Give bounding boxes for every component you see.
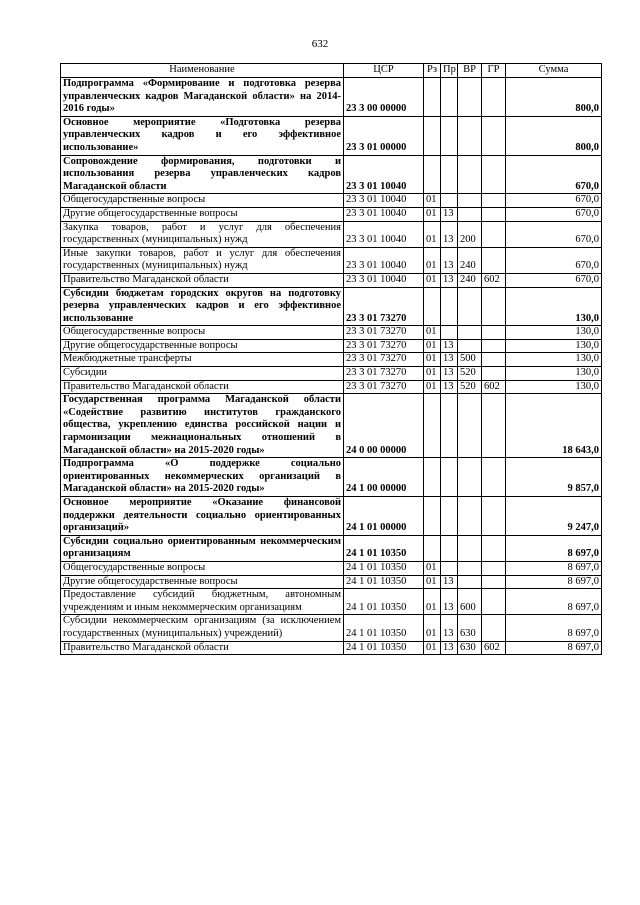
- table-row: [61, 207, 602, 221]
- row-gr: [482, 207, 506, 221]
- row-csr: 24 1 01 00000: [344, 497, 424, 536]
- row-csr: 23 3 01 00000: [344, 116, 424, 155]
- table-header-row: [61, 64, 602, 78]
- row-vr: [458, 78, 482, 117]
- row-name: Общегосударственные вопросы: [61, 561, 344, 575]
- table-row: [61, 367, 602, 381]
- row-gr: [482, 394, 506, 458]
- table-row: [61, 194, 602, 208]
- table-row: [61, 497, 602, 536]
- row-gr: [482, 561, 506, 575]
- header-csr: ЦСР: [344, 64, 424, 78]
- table-row: [61, 247, 602, 273]
- row-sum: 130,0: [506, 287, 602, 326]
- table-row: [61, 561, 602, 575]
- table-row: [61, 287, 602, 326]
- row-pr: [441, 326, 458, 340]
- header-sum: Сумма: [506, 64, 602, 78]
- row-pr: 13: [441, 247, 458, 273]
- table-row: [61, 615, 602, 641]
- row-rz: [424, 458, 441, 497]
- row-rz: 01: [424, 273, 441, 287]
- row-csr: 24 1 01 10350: [344, 641, 424, 655]
- row-gr: [482, 535, 506, 561]
- row-rz: 01: [424, 221, 441, 247]
- row-name: Основное мероприятие «Подготовка резерва управленческих кадров и его эффективное использование»: [61, 116, 344, 155]
- row-vr: [458, 339, 482, 353]
- row-csr: 24 1 01 10350: [344, 575, 424, 589]
- row-sum: 800,0: [506, 116, 602, 155]
- table-row: [61, 221, 602, 247]
- row-gr: [482, 575, 506, 589]
- table-row: [61, 353, 602, 367]
- header-pr: Пр: [441, 64, 458, 78]
- row-pr: [441, 194, 458, 208]
- row-name: Закупка товаров, работ и услуг для обеспечения государственных (муниципальных) нужд: [61, 221, 344, 247]
- row-sum: 670,0: [506, 207, 602, 221]
- row-pr: [441, 535, 458, 561]
- row-sum: 18 643,0: [506, 394, 602, 458]
- table-row: [61, 380, 602, 394]
- row-sum: 9 247,0: [506, 497, 602, 536]
- row-vr: 520: [458, 380, 482, 394]
- row-csr: 24 1 01 10350: [344, 535, 424, 561]
- row-name: Сопровождение формирования, подготовки и использования резерва управленческих кадров Магаданской области: [61, 155, 344, 194]
- row-rz: 01: [424, 589, 441, 615]
- row-gr: [482, 221, 506, 247]
- row-gr: [482, 339, 506, 353]
- row-pr: 13: [441, 615, 458, 641]
- row-csr: 23 3 01 10040: [344, 273, 424, 287]
- row-gr: [482, 287, 506, 326]
- row-name: Общегосударственные вопросы: [61, 326, 344, 340]
- row-vr: 630: [458, 615, 482, 641]
- row-rz: 01: [424, 367, 441, 381]
- table-row: [61, 273, 602, 287]
- row-name: Иные закупки товаров, работ и услуг для обеспечения государственных (муниципальных) нужд: [61, 247, 344, 273]
- row-name: Субсидии некоммерческим организациям (за исключением государственных (муниципальных) учреждений): [61, 615, 344, 641]
- row-gr: 602: [482, 641, 506, 655]
- row-gr: [482, 194, 506, 208]
- row-vr: [458, 287, 482, 326]
- row-sum: 130,0: [506, 326, 602, 340]
- row-sum: 670,0: [506, 273, 602, 287]
- row-rz: [424, 155, 441, 194]
- row-rz: 01: [424, 615, 441, 641]
- row-name: Другие общегосударственные вопросы: [61, 575, 344, 589]
- row-pr: [441, 155, 458, 194]
- row-pr: 13: [441, 589, 458, 615]
- row-vr: 500: [458, 353, 482, 367]
- budget-table: [60, 63, 602, 655]
- row-pr: 13: [441, 207, 458, 221]
- row-rz: [424, 394, 441, 458]
- row-csr: 23 3 01 73270: [344, 380, 424, 394]
- header-rz: Рз: [424, 64, 441, 78]
- row-rz: 01: [424, 326, 441, 340]
- row-rz: [424, 116, 441, 155]
- row-csr: 23 3 00 00000: [344, 78, 424, 117]
- header-gr: ГР: [482, 64, 506, 78]
- row-vr: [458, 155, 482, 194]
- row-vr: [458, 458, 482, 497]
- row-pr: [441, 394, 458, 458]
- row-name: Субсидии бюджетам городских округов на подготовку резерва управленческих кадров и его эффективное использование: [61, 287, 344, 326]
- row-vr: 200: [458, 221, 482, 247]
- row-sum: 130,0: [506, 339, 602, 353]
- table-row: [61, 641, 602, 655]
- row-gr: [482, 367, 506, 381]
- row-name: Общегосударственные вопросы: [61, 194, 344, 208]
- row-rz: [424, 535, 441, 561]
- row-csr: 23 3 01 73270: [344, 367, 424, 381]
- row-sum: 8 697,0: [506, 535, 602, 561]
- row-csr: 23 3 01 10040: [344, 221, 424, 247]
- table-row: [61, 575, 602, 589]
- row-rz: 01: [424, 641, 441, 655]
- row-name: Подпрограмма «Формирование и подготовка резерва управленческих кадров Магаданской области» на 2014-2016 годы»: [61, 78, 344, 117]
- row-vr: [458, 394, 482, 458]
- table-row: [61, 535, 602, 561]
- row-sum: 9 857,0: [506, 458, 602, 497]
- table-row: [61, 458, 602, 497]
- header-name: Наименование: [61, 64, 344, 78]
- row-gr: [482, 247, 506, 273]
- row-gr: [482, 326, 506, 340]
- row-csr: 24 1 01 10350: [344, 561, 424, 575]
- row-rz: 01: [424, 194, 441, 208]
- row-pr: 13: [441, 367, 458, 381]
- row-csr: 23 3 01 10040: [344, 194, 424, 208]
- row-vr: [458, 535, 482, 561]
- row-name: Другие общегосударственные вопросы: [61, 207, 344, 221]
- row-csr: 24 0 00 00000: [344, 394, 424, 458]
- row-vr: 520: [458, 367, 482, 381]
- row-pr: [441, 287, 458, 326]
- row-name: Субсидии: [61, 367, 344, 381]
- table-row: [61, 116, 602, 155]
- table-row: [61, 326, 602, 340]
- row-rz: [424, 497, 441, 536]
- row-vr: 240: [458, 273, 482, 287]
- row-vr: 630: [458, 641, 482, 655]
- row-name: Субсидии социально ориентированным некоммерческим организациям: [61, 535, 344, 561]
- row-rz: 01: [424, 561, 441, 575]
- row-vr: [458, 207, 482, 221]
- row-rz: 01: [424, 207, 441, 221]
- row-name: Основное мероприятие «Оказание финансовой поддержки деятельности социально ориентированных организаций»: [61, 497, 344, 536]
- row-gr: [482, 458, 506, 497]
- row-vr: 240: [458, 247, 482, 273]
- table-row: [61, 155, 602, 194]
- row-rz: 01: [424, 353, 441, 367]
- table-row: [61, 78, 602, 117]
- row-name: Подпрограмма «О поддержке социально ориентированных некоммерческих организаций в Магаданской области» на 2015-2020 годы»: [61, 458, 344, 497]
- row-pr: 13: [441, 575, 458, 589]
- row-pr: [441, 458, 458, 497]
- row-pr: 13: [441, 353, 458, 367]
- row-sum: 130,0: [506, 353, 602, 367]
- row-pr: 13: [441, 273, 458, 287]
- row-pr: 13: [441, 221, 458, 247]
- row-vr: [458, 561, 482, 575]
- table-body: [61, 78, 602, 655]
- row-pr: [441, 78, 458, 117]
- row-rz: 01: [424, 247, 441, 273]
- row-gr: [482, 155, 506, 194]
- row-vr: [458, 326, 482, 340]
- row-vr: 600: [458, 589, 482, 615]
- row-gr: [482, 353, 506, 367]
- row-sum: 8 697,0: [506, 575, 602, 589]
- row-rz: [424, 78, 441, 117]
- row-sum: 670,0: [506, 155, 602, 194]
- row-name: Межбюджетные трансферты: [61, 353, 344, 367]
- row-sum: 670,0: [506, 221, 602, 247]
- row-gr: [482, 615, 506, 641]
- row-sum: 130,0: [506, 367, 602, 381]
- row-sum: 8 697,0: [506, 561, 602, 575]
- table-row: [61, 589, 602, 615]
- row-sum: 670,0: [506, 247, 602, 273]
- row-rz: 01: [424, 380, 441, 394]
- table-row: [61, 394, 602, 458]
- row-name: Предоставление субсидий бюджетным, автономным учреждениям и иным некоммерческим организациям: [61, 589, 344, 615]
- row-name: Правительство Магаданской области: [61, 380, 344, 394]
- row-name: Другие общегосударственные вопросы: [61, 339, 344, 353]
- page-number: 632: [311, 38, 329, 50]
- row-pr: [441, 116, 458, 155]
- row-sum: 670,0: [506, 194, 602, 208]
- row-rz: 01: [424, 575, 441, 589]
- row-vr: [458, 575, 482, 589]
- row-name: Правительство Магаданской области: [61, 641, 344, 655]
- row-gr: 602: [482, 273, 506, 287]
- row-csr: 23 3 01 10040: [344, 155, 424, 194]
- row-csr: 24 1 01 10350: [344, 615, 424, 641]
- row-gr: 602: [482, 380, 506, 394]
- row-csr: 23 3 01 10040: [344, 207, 424, 221]
- row-vr: [458, 497, 482, 536]
- row-pr: 13: [441, 641, 458, 655]
- row-sum: 8 697,0: [506, 615, 602, 641]
- row-csr: 23 3 01 73270: [344, 353, 424, 367]
- row-name: Государственная программа Магаданской области «Содействие развитию институтов гражданского общества, укреплению единства российской нации и гармонизации межнациональных отношений в Магаданской области» на 2015-2020 годы»: [61, 394, 344, 458]
- header-vr: ВР: [458, 64, 482, 78]
- row-csr: 23 3 01 73270: [344, 326, 424, 340]
- row-rz: 01: [424, 339, 441, 353]
- row-sum: 8 697,0: [506, 589, 602, 615]
- row-csr: 24 1 01 10350: [344, 589, 424, 615]
- row-vr: [458, 194, 482, 208]
- row-vr: [458, 116, 482, 155]
- row-sum: 800,0: [506, 78, 602, 117]
- table-row: [61, 339, 602, 353]
- row-pr: 13: [441, 339, 458, 353]
- row-pr: [441, 497, 458, 536]
- row-rz: [424, 287, 441, 326]
- row-csr: 23 3 01 73270: [344, 287, 424, 326]
- row-gr: [482, 497, 506, 536]
- row-gr: [482, 116, 506, 155]
- row-csr: 23 3 01 10040: [344, 247, 424, 273]
- row-gr: [482, 78, 506, 117]
- row-csr: 23 3 01 73270: [344, 339, 424, 353]
- row-pr: 13: [441, 380, 458, 394]
- row-name: Правительство Магаданской области: [61, 273, 344, 287]
- row-sum: 8 697,0: [506, 641, 602, 655]
- row-pr: [441, 561, 458, 575]
- row-sum: 130,0: [506, 380, 602, 394]
- row-csr: 24 1 00 00000: [344, 458, 424, 497]
- row-gr: [482, 589, 506, 615]
